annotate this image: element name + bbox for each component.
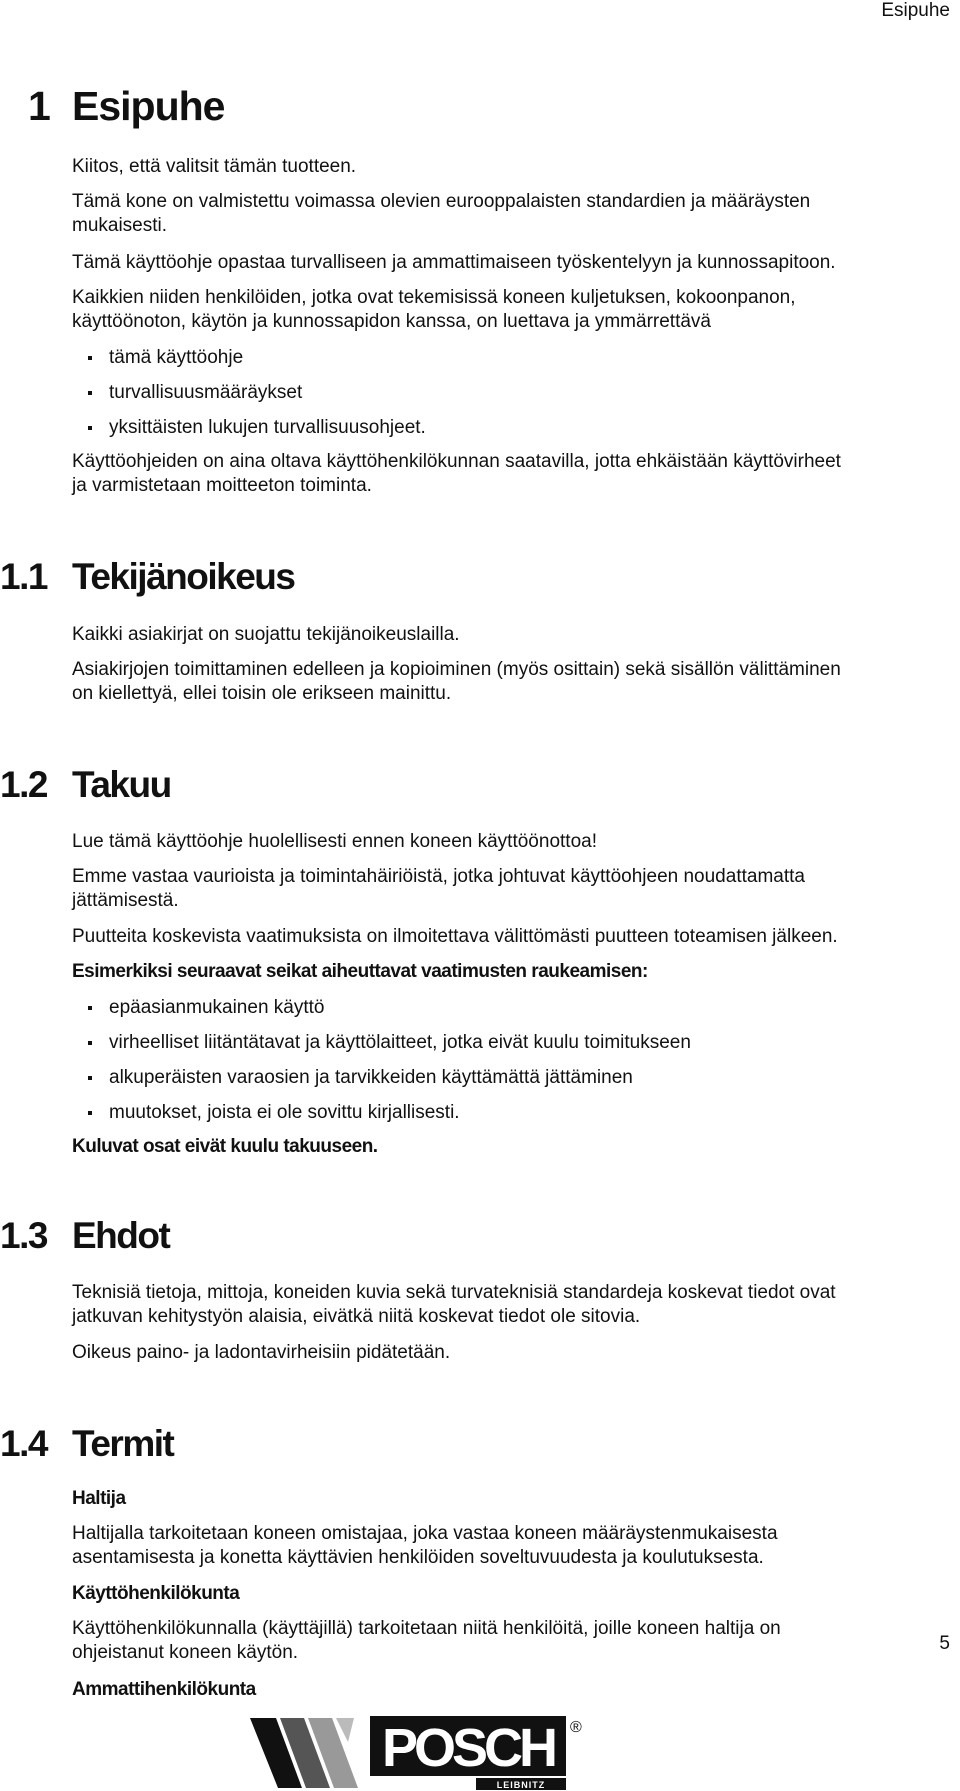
list-item-text: virheelliset liitäntätavat ja käyttölaitteet, jotka eivät kuulu toimitukseen	[109, 1032, 691, 1053]
section-heading	[0, 556, 294, 598]
paragraph: Puutteita koskevista vaatimuksista on ilmoitettava välittömästi puutteen toteamisen jälkeen.	[72, 926, 838, 947]
intro-paragraph: Tämä käyttöohje opastaa turvalliseen ja ammattimaiseen työskentelyyn ja kunnossapitoon.	[72, 252, 836, 273]
list-item-text: muutokset, joista ei ole sovittu kirjallisesti.	[109, 1102, 460, 1123]
intro-paragraph: Tämä kone on valmistettu voimassa olevien eurooppalaisten standardien ja määräysten	[72, 191, 811, 212]
bullet-marker	[88, 426, 92, 430]
section-title: Termit	[72, 1423, 174, 1464]
paragraph: Emme vastaa vaurioista ja toimintahäiriöistä, jotka johtuvat käyttöohjeen noudattamatta	[72, 866, 805, 887]
paragraph: Asiakirjojen toimittaminen edelleen ja kopioiminen (myös osittain) sekä sisällön välittäminen	[72, 659, 841, 680]
registered-mark: ®	[570, 1719, 582, 1736]
warning-lead: Esimerkiksi seuraavat seikat aiheuttavat vaatimusten raukeamisen:	[72, 961, 648, 982]
section-heading	[0, 1423, 173, 1465]
paragraph: jatkuvan kehitystyön alaisia, eivätkä niitä koskevat tiedot ole sitovia.	[72, 1306, 641, 1327]
list-item	[72, 1066, 633, 1090]
section-number: 1.4	[0, 1423, 47, 1464]
paragraph: on kiellettyä, ellei toisin ole erikseen mainittu.	[72, 683, 452, 704]
bullet-marker	[88, 356, 92, 360]
intro-paragraph: käyttöönoton, käytön ja kunnossapidon kanssa, on luettava ja ymmärrettävä	[72, 311, 711, 332]
list-item	[72, 1031, 691, 1055]
section-title: Tekijänoikeus	[72, 556, 295, 597]
paragraph: Kaikki asiakirjat on suojattu tekijänoikeuslailla.	[72, 624, 460, 645]
paragraph: Teknisiä tietoja, mittoja, koneiden kuvia sekä turvateknisiä standardeja koskevat tiedot ovat	[72, 1282, 836, 1303]
term-definition: asentamisesta ja konetta käyttävien henkilöiden soveltuvuudesta ja koulutuksesta.	[72, 1547, 764, 1568]
list-item-text: turvallisuusmääräykset	[109, 382, 303, 403]
warranty-note: Kuluvat osat eivät kuulu takuuseen.	[72, 1136, 378, 1157]
term-definition: Käyttöhenkilökunnalla (käyttäjillä) tarkoitetaan niitä henkilöitä, joille koneen haltija on	[72, 1618, 781, 1639]
term-heading: Käyttöhenkilökunta	[72, 1583, 240, 1604]
bullet-marker	[88, 1111, 92, 1115]
paragraph: Oikeus paino- ja ladontavirheisiin pidätetään.	[72, 1342, 451, 1363]
chapter-title: Esipuhe	[72, 83, 225, 129]
intro-paragraph: Kiitos, että valitsit tämän tuotteen.	[72, 156, 357, 177]
term-definition: Haltijalla tarkoitetaan koneen omistajaa, joka vastaa koneen määräystenmukaisesta	[72, 1523, 778, 1544]
term-heading: Haltija	[72, 1488, 126, 1509]
page-number: 5	[939, 1633, 950, 1654]
list-item	[72, 346, 243, 370]
list-item	[72, 1101, 460, 1125]
bullet-marker	[88, 1041, 92, 1045]
list-item	[72, 381, 302, 405]
bullet-marker	[88, 391, 92, 395]
intro-paragraph: mukaisesti.	[72, 215, 168, 236]
section-heading	[0, 1215, 169, 1257]
intro-paragraph: Kaikkien niiden henkilöiden, jotka ovat tekemisissä koneen kuljetuksen, kokoonpanon,	[72, 287, 796, 308]
list-item	[72, 416, 426, 440]
paragraph: jättämisestä.	[72, 890, 179, 911]
list-item-text: tämä käyttöohje	[109, 347, 244, 368]
chapter-number: 1	[28, 83, 50, 129]
bullet-marker	[88, 1076, 92, 1080]
chapter-heading	[28, 83, 224, 130]
intro-paragraph: Käyttöohjeiden on aina oltava käyttöhenkilökunnan saatavilla, jotta ehkäistään käyttövirheet	[72, 451, 841, 472]
intro-paragraph: ja varmistetaan moitteeton toiminta.	[72, 475, 372, 496]
section-number: 1.3	[0, 1215, 47, 1256]
term-definition: ohjeistanut koneen käytön.	[72, 1642, 299, 1663]
section-number: 1.2	[0, 764, 47, 805]
running-header: Esipuhe	[881, 0, 950, 21]
logo-wordmark: POSCH	[381, 1718, 555, 1778]
section-heading	[0, 764, 171, 806]
posch-logo	[250, 1702, 590, 1790]
term-heading: Ammattihenkilökunta	[72, 1679, 256, 1700]
list-item-text: epäasianmukainen käyttö	[109, 997, 325, 1018]
paragraph: Lue tämä käyttöohje huolellisesti ennen koneen käyttöönottoa!	[72, 831, 597, 852]
logo-subtext: LEIBNITZ	[496, 1780, 546, 1790]
list-item-text: alkuperäisten varaosien ja tarvikkeiden käyttämättä jättäminen	[109, 1067, 633, 1088]
section-title: Ehdot	[72, 1215, 170, 1256]
list-item-text: yksittäisten lukujen turvallisuusohjeet.	[109, 417, 426, 438]
bullet-marker	[88, 1006, 92, 1010]
list-item	[72, 996, 324, 1020]
section-number: 1.1	[0, 556, 47, 597]
section-title: Takuu	[72, 764, 171, 805]
